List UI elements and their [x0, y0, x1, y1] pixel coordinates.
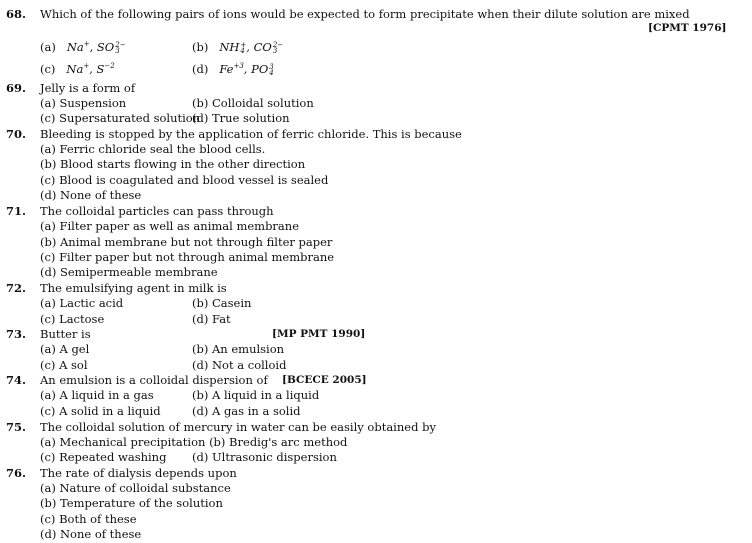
- question-68-option-c: (c) Na+, $S^{-2}$: [40, 62, 115, 76]
- question-71-option-a: (a) Filter paper as well as animal membrane: [40, 219, 300, 233]
- question-74-option-c: (c) A solid in a liquid: [40, 404, 161, 418]
- question-72-number: 72.: [6, 281, 27, 295]
- question-72-option-c: (c) Lactose: [40, 312, 105, 326]
- question-73-text: Butter is: [40, 327, 91, 341]
- question-70-option-c: (c) Blood is coagulated and blood vessel is sealed: [40, 173, 329, 187]
- question-74-source: [BCECE 2005]: [282, 374, 367, 386]
- question-73-option-d: (d) Not a colloid: [192, 358, 287, 372]
- question-69-option-c: (c) Supersaturated solution: [40, 111, 201, 125]
- question-68-text: Which of the following pairs of ions would be expected to form precipitate when their dilute solution are mixed: [40, 7, 690, 21]
- question-73-number: 73.: [6, 327, 27, 341]
- question-74-text: An emulsion is a colloidal dispersion of: [40, 373, 268, 387]
- question-76-number: 76.: [6, 466, 27, 480]
- question-73-option-c: (c) A sol: [40, 358, 88, 372]
- question-74-option-a: (a) A liquid in a gas: [40, 388, 154, 402]
- question-74-option-b: (b) A liquid in a liquid: [192, 388, 320, 402]
- question-70-number: 70.: [6, 127, 27, 141]
- question-68-option-b: (b) NH + 4 , CO 2− 3: [192, 40, 284, 55]
- question-70-option-b: (b) Blood starts flowing in the other direction: [40, 157, 306, 171]
- question-75-number: 75.: [6, 420, 27, 434]
- question-73-source: [MP PMT 1990]: [272, 328, 366, 340]
- question-76-option-b: (b) Temperature of the solution: [40, 496, 223, 510]
- question-72-option-b: (b) Casein: [192, 296, 252, 310]
- question-76-option-c: (c) Both of these: [40, 512, 137, 526]
- question-74-option-d: (d) A gas in a solid: [192, 404, 301, 418]
- question-75-option-c: (c) Repeated washing: [40, 450, 167, 464]
- question-73-option-b: (b) An emulsion: [192, 342, 285, 356]
- question-72-option-d: (d) Fat: [192, 312, 231, 326]
- question-71-text: The colloidal particles can pass through: [40, 204, 274, 218]
- question-71-option-b: (b) Animal membrane but not through filter paper: [40, 235, 333, 249]
- question-74-number: 74.: [6, 373, 27, 387]
- question-68-source: [CPMT 1976]: [648, 22, 727, 34]
- question-70-text: Bleeding is stopped by the application of ferric chloride. This is because: [40, 127, 462, 141]
- question-71-number: 71.: [6, 204, 27, 218]
- question-69-option-b: (b) Colloidal solution: [192, 96, 314, 110]
- question-69-text: Jelly is a form of: [40, 81, 136, 95]
- question-68-option-a: (a) Na+, SO 2− 3: [40, 40, 126, 55]
- question-76-option-a: (a) Nature of colloidal substance: [40, 481, 231, 495]
- question-72-text: The emulsifying agent in milk is: [40, 281, 227, 295]
- question-75-text: The colloidal solution of mercury in water can be easily obtained by: [40, 420, 436, 434]
- question-72-option-a: (a) Lactic acid: [40, 296, 124, 310]
- question-71-option-d: (d) Semipermeable membrane: [40, 265, 218, 279]
- question-75-option-d: (d) Ultrasonic dispersion: [192, 450, 337, 464]
- question-69-option-a: (a) Suspension: [40, 96, 127, 110]
- question-73-option-a: (a) A gel: [40, 342, 90, 356]
- question-68-number: 68.: [6, 7, 27, 21]
- question-70-option-d: (d) None of these: [40, 188, 142, 202]
- question-75-option-a-b: (a) Mechanical precipitation (b) Bredig's arc method: [40, 435, 348, 449]
- question-71-option-c: (c) Filter paper but not through animal membrane: [40, 250, 335, 264]
- question-70-option-a: (a) Ferric chloride seal the blood cells.: [40, 142, 266, 156]
- question-69-option-d: (d) True solution: [192, 111, 290, 125]
- question-76-option-d: (d) None of these: [40, 527, 142, 541]
- question-69-number: 69.: [6, 81, 27, 95]
- question-76-text: The rate of dialysis depends upon: [40, 466, 237, 480]
- question-68-option-d: (d) $Fe^{+3}$, PO 3 4: [192, 62, 274, 77]
